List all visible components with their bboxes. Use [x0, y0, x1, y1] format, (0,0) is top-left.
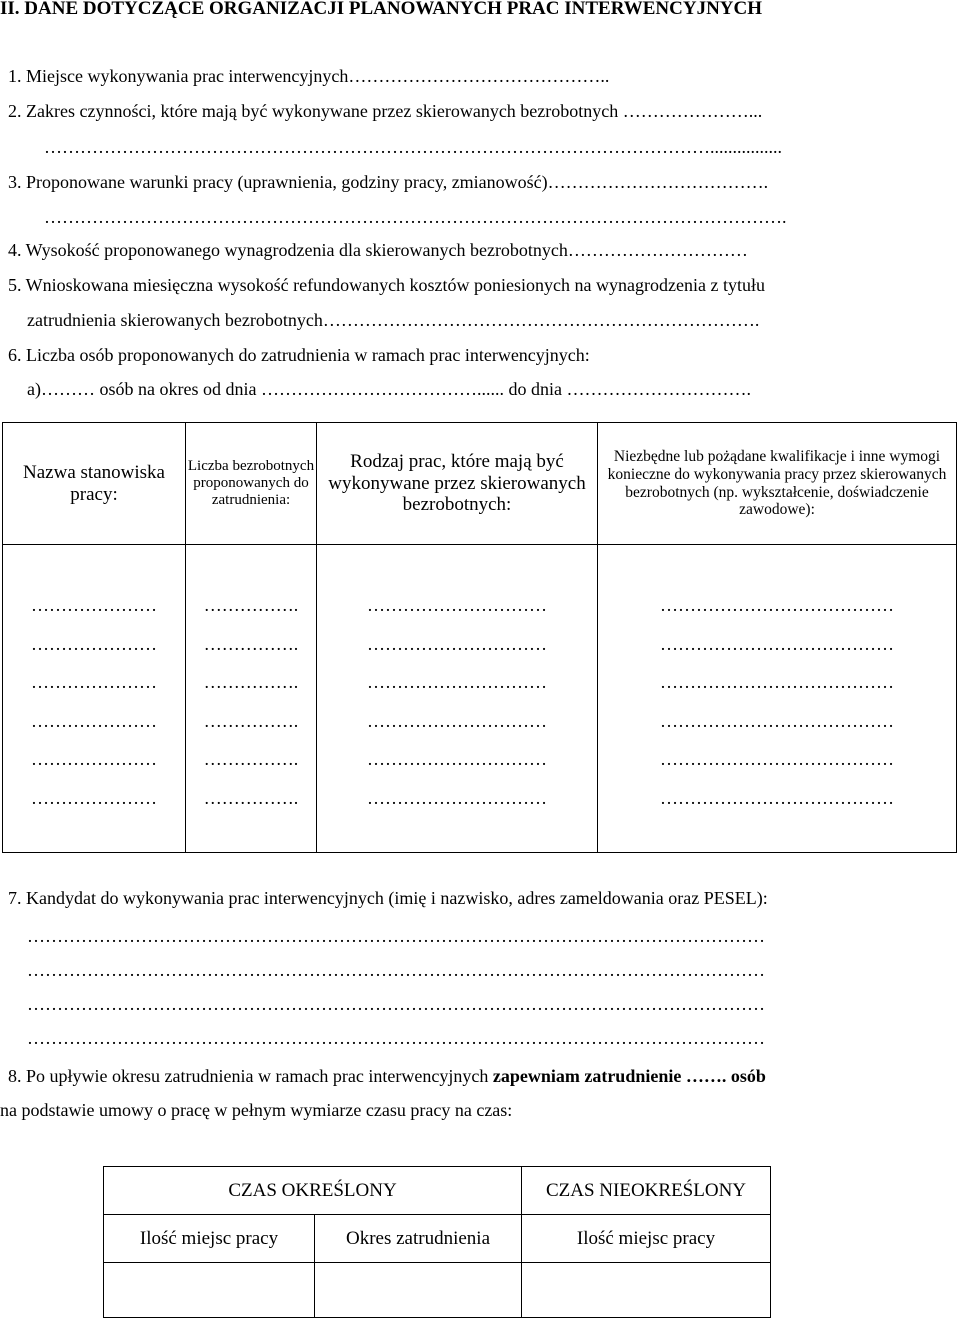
positions-table-header [3, 423, 957, 545]
header-work-type: Rodzaj prac, które mają być wykonywane przez skierowanych bezrobotnych: [317, 423, 598, 545]
cell-places-open[interactable] [522, 1263, 771, 1318]
subheader-period: Okres zatrudnienia [315, 1215, 522, 1263]
contract-table-header [104, 1167, 771, 1215]
cell-work-type[interactable] [317, 545, 598, 853]
header-position-name: Nazwa stanowiska pracy: [3, 423, 186, 545]
contract-table-subheader [104, 1215, 771, 1263]
positions-table [2, 422, 957, 853]
contract-table [103, 1166, 771, 1318]
header-indefinite: CZAS NIEOKREŚLONY [522, 1167, 771, 1215]
item-7-fill-line-3[interactable]: …………………………………………………………………………………………………………… [27, 994, 765, 1014]
item-8-text: 8. Po upływie okresu zatrudnienia w ramach prac interwencyjnych [8, 1066, 493, 1086]
cell-places-fixed[interactable] [104, 1263, 315, 1318]
item-5-fill-line[interactable]: zatrudnienia skierowanych bezrobotnych………………………………………………………………. [27, 310, 760, 330]
item-6-period[interactable]: a)……… osób na okres od dnia ………………………………...... do dnia …………………………. [27, 379, 751, 399]
item-8-line-2: na podstawie umowy o pracę w pełnym wymiarze czasu pracy na czas: [0, 1100, 513, 1120]
item-6-headcount: 6. Liczba osób proponowanych do zatrudnienia w ramach prac interwencyjnych: [8, 345, 590, 365]
fill-dots: ………………………… ………………………… ………………………… ………………………… ………………………… ………………………… [367, 595, 547, 808]
cell-position-name[interactable] [3, 545, 186, 853]
item-4-salary[interactable]: 4. Wysokość proponowanego wynagrodzenia dla skierowanych bezrobotnych………………………… [8, 240, 748, 260]
subheader-places-fixed: Ilość miejsc pracy [104, 1215, 315, 1263]
positions-table-body [3, 545, 957, 853]
item-2-scope[interactable]: 2. Zakres czynności, które mają być wykonywane przez skierowanych bezrobotnych …………………... [8, 101, 763, 121]
section-title: II. DANE DOTYCZĄCE ORGANIZACJI PLANOWANYCH PRAC INTERWENCYJNYCH [0, 0, 763, 19]
fill-dots: ………………………………… ………………………………… ………………………………… ………………………………… ………………………………… ………………………………… [660, 595, 894, 808]
header-headcount: Liczba bezrobotnych proponowanych do zatrudnienia: [186, 423, 317, 545]
item-7-candidate: 7. Kandydat do wykonywania prac interwencyjnych (imię i nazwisko, adres zameldowania oraz PESEL): [8, 888, 768, 908]
item-2-fill-line[interactable]: …………………………………………………………………………………………………................ [44, 137, 782, 157]
item-3-conditions[interactable]: 3. Proponowane warunki pracy (uprawnienia, godziny pracy, zmianowość)………………………………. [8, 172, 769, 192]
item-1-workplace[interactable]: 1. Miejsce wykonywania prac interwencyjnych…………………………………….. [8, 66, 610, 86]
subheader-places-open: Ilość miejsc pracy [522, 1215, 771, 1263]
item-7-fill-line-2[interactable]: …………………………………………………………………………………………………………… [27, 960, 765, 980]
item-3-fill-line[interactable]: ……………………………………………………………………………………………………………. [44, 207, 787, 227]
header-fixed-term: CZAS OKREŚLONY [104, 1167, 522, 1215]
item-5-refund: 5. Wnioskowana miesięczna wysokość refundowanych kosztów poniesionych na wynagrodzenia z tytułu [8, 275, 765, 295]
cell-period[interactable] [315, 1263, 522, 1318]
item-8-employment[interactable] [8, 1066, 766, 1087]
cell-qualifications[interactable] [598, 545, 957, 853]
cell-headcount[interactable] [186, 545, 317, 853]
fill-dots: ………………… ………………… ………………… ………………… ………………… ………………… [31, 595, 157, 808]
item-8-bold-text: zapewniam zatrudnienie ……. osób [492, 1066, 766, 1086]
item-7-fill-line-1[interactable]: …………………………………………………………………………………………………………… [27, 926, 765, 946]
fill-dots: ……………. ……………. ……………. ……………. ……………. ……………. [203, 595, 299, 808]
header-qualifications: Niezbędne lub pożądane kwalifikacje i inne wymogi konieczne do wykonywania pracy przez skierowanych bezrobotnych (np. wykształcenie, doświadczenie zawodowe): [598, 423, 957, 545]
contract-table-body [104, 1263, 771, 1318]
item-7-fill-line-4[interactable]: …………………………………………………………………………………………………………… [27, 1028, 765, 1048]
